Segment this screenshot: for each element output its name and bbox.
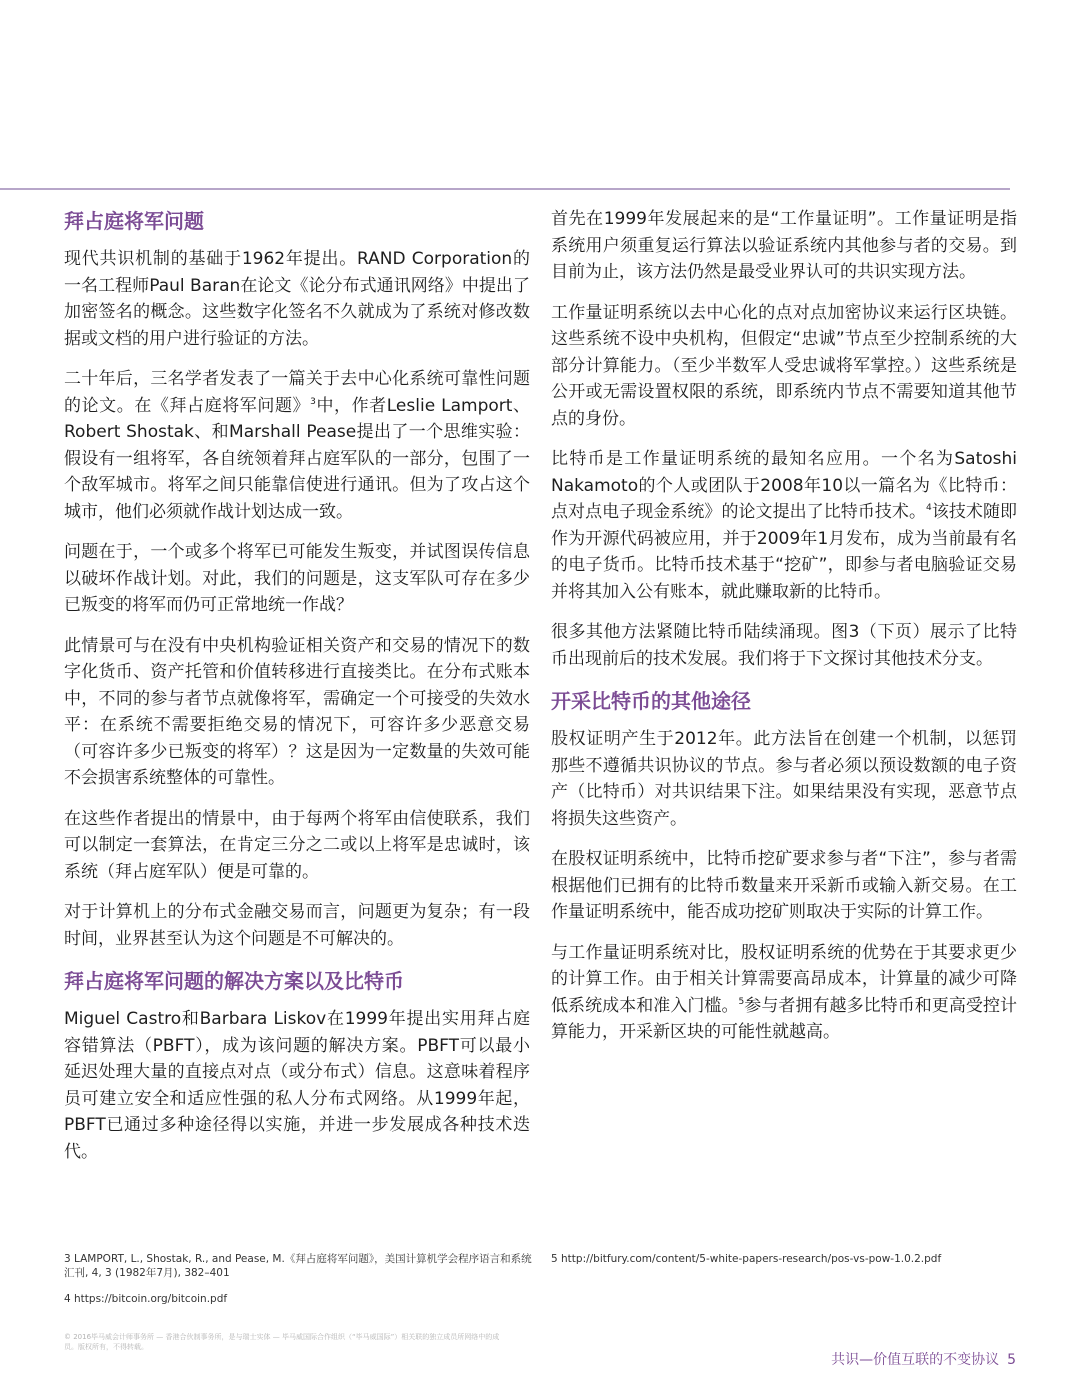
page-number: 5 [1007,1352,1016,1368]
paragraph: 问题在于，一个或多个将军已可能发生叛变，并试图误传信息以破坏作战计划。对此，我们的问题是，这支军队可存在多少已叛变的将军而仍可正常地统一作战？ [64,542,530,615]
paragraph-text: 比特币是工作量证明系统的最知名应用。一个名为Satoshi Nakamoto的个人或团队于2008年10以一篇名为《比特币：点对点电子现金系统》的论文提出了比特币技术。 [551,449,1017,522]
section-heading-solution: 拜占庭将军问题的解决方案以及比特币 [64,969,404,993]
footnote-ref-4[interactable]: 4 [926,503,932,513]
left-column [64,206,530,1179]
paragraph: Miguel Castro和Barbara Liskov在1999年提出实用拜占庭容错算法（PBFT），成为该问题的解决方案。PBFT可以最小延迟处理大量的直接点对点（或分布式）信息。这意味着程序员可建立安全和适应性强的私人分布式网络。从1999年起，PBFT已通过多种途径得以实施，并进一步发展成各种技术迭代。 [64,1009,530,1162]
paragraph-text: 中，作者Leslie Lamport、Robert Shostak、和Marshall Pease提出了一个思维实验：假设有一组将军，各自统领着拜占庭军队的一部分，包围了一个敌军城市。将军之间只能靠信使进行通讯。但为了攻占这个城市，他们必须就作战计划达成一致。 [64,395,531,522]
right-column [551,206,1017,1060]
paragraph [64,366,530,525]
footnote-5-link[interactable]: 5 http://bitfury.com/content/5-white-papers-research/pos-vs-pow-1.0.2.pdf [551,1253,942,1265]
footnote-ref-3[interactable]: 3 [310,396,316,407]
paragraph [551,940,1017,1046]
paragraph-text: 参与者拥有越多比特币和更高受控计算能力，开采新区块的可能性就越高。 [551,995,1017,1042]
paragraph: 对于计算机上的分布式金融交易而言，问题更为复杂；有一段时间，业界甚至认为这个问题是不可解决的。 [64,902,530,949]
footnote-4-link[interactable]: 4 https://bitcoin.org/bitcoin.pdf [64,1293,228,1305]
paragraph: 现代共识机制的基础于1962年提出。RAND Corporation的一名工程师Paul Baran在论文《论分布式通讯网络》中提出了加密签名的概念。这些数字化签名不久就成为了系统对修改数据或文档的用户进行验证的方法。 [64,249,530,349]
header-divider [0,188,1010,190]
paragraph: 工作量证明系统以去中心化的点对点加密协议来运行区块链。这些系统不设中央机构，但假定“忠诚”节点至少控制系统的大部分计算能力。（至少半数军人受忠诚将军掌控。）这些系统是公开或无需设置权限的系统，即系统内节点不需要知道其他节点的身份。 [551,302,1017,429]
footnote-3: 3 LAMPORT, L., Shostak, R., and Pease, M.《拜占庭将军问题》，美国计算机学会程序语言和系统汇刊, 4, 3 (1982年7月), 382–401 [64,1253,532,1279]
paragraph: 在股权证明系统中，比特币挖矿要求参与者“下注”，参与者需根据他们已拥有的比特币数量来开采新币或输入新交易。在工作量证明系统中，能否成功挖矿则取决于实际的计算工作。 [551,849,1017,922]
running-title: 共识—价值互联的不变协议 [831,1352,1000,1368]
paragraph: 首先在1999年发展起来的是“工作量证明”。工作量证明是指系统用户须重复运行算法以验证系统内其他参与者的交易。到目前为止，该方法仍然是最受业界认可的共识实现方法。 [551,209,1017,282]
paragraph-text: 二十年后，三名学者发表了一篇关于去中心化系统可靠性问题的论文。在《拜占庭将军问题》 [64,369,530,416]
paragraph-text: 与工作量证明系统对比，股权证明系统的优势在于其要求更少的计算工作。由于相关计算需要高昂成本，计算量的减少可降低系统成本和准入门槛。 [551,942,1017,1016]
paragraph: 很多其他方法紧随比特币陆续涌现。图3（下页）展示了比特币出现前后的技术发展。我们将于下文探讨其他技术分支。 [551,622,1017,669]
section-heading-byzantine: 拜占庭将军问题 [64,209,204,233]
paragraph: 股权证明产生于2012年。此方法旨在创建一个机制，以惩罚那些不遵循共识协议的节点。参与者必须以预设数额的电子资产（比特币）对共识结果下注。如果结果没有实现，恶意节点将损失这些资产。 [551,729,1017,829]
paragraph-text: 该技术随即作为开源代码被应用，并于2009年1月发布，成为当前最有名的电子货币。比特币技术基于“挖矿”，即参与者电脑验证交易并将其加入公有账本，就此赚取新的比特币。 [551,502,1017,602]
section-heading-mining: 开采比特币的其他途径 [551,689,751,713]
copyright-notice: © 2016毕马威会计师事务所 — 香港合伙制事务所，是与瑞士实体 — 毕马威国际合作组织（“毕马威国际”）相关联的独立成员所网络中的成员。版权所有，不得转载。 [64,1333,500,1351]
paragraph: 此情景可与在没有中央机构验证相关资产和交易的情况下的数字化货币、资产托管和价值转移进行直接类比。在分布式账本中，不同的参与者节点就像将军，需确定一个可接受的失效水平：在系统不需要拒绝交易的情况下，可容许多少恶意交易（可容许多少已叛变的将军）？这是因为一定数量的失效可能不会损害系统整体的可靠性。 [64,635,530,788]
footnote-ref-5[interactable]: 5 [738,996,745,1007]
running-footer [831,1349,1016,1369]
paragraph: 在这些作者提出的情景中，由于每两个将军由信使联系，我们可以制定一套算法，在肯定三分之二或以上将军是忠诚时，该系统（拜占庭军队）便是可靠的。 [64,808,530,882]
paragraph [551,446,1017,605]
